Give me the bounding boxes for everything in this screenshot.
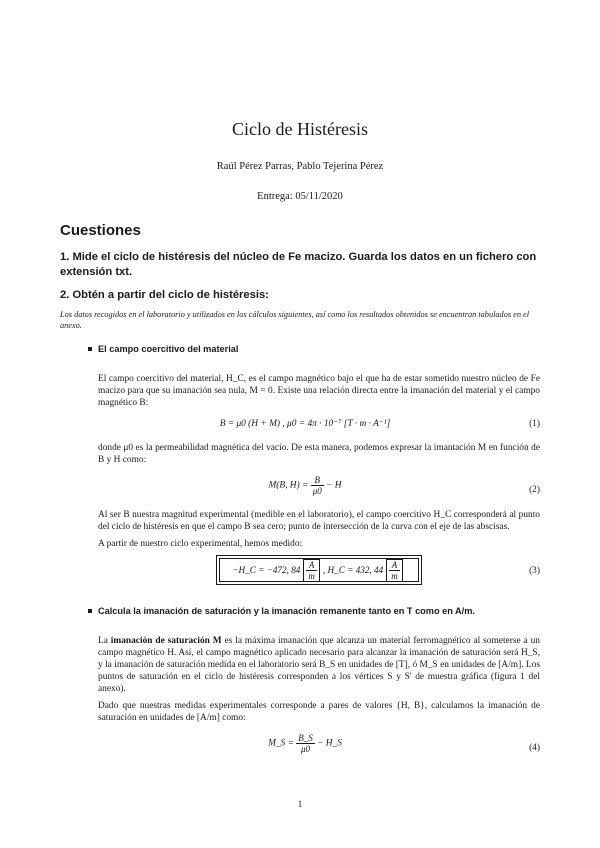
equation-4-body (98, 733, 512, 754)
equation-4 (60, 729, 540, 761)
eq3-unit-b-bottom: m (391, 570, 398, 581)
eq3-unit-b-top: A (389, 560, 400, 571)
equation-3-number: (3) (529, 566, 540, 576)
equation-2-body (98, 475, 512, 496)
eq3-part-a: −H_C = −472, 84 (232, 565, 301, 575)
equation-1-number: (1) (529, 419, 540, 429)
paragraph-measured: A partir de nuestro ciclo experimental, hemos medido: (98, 539, 303, 549)
equation-3-box (216, 555, 422, 585)
equation-2-number: (2) (529, 485, 540, 495)
p5-pre: La (98, 636, 111, 646)
equation-1-body: B = μ0 (H + M) , μ0 = 4π · 10⁻⁷ [T · m · A⁻¹] (219, 419, 391, 429)
equation-1 (60, 414, 540, 436)
bullet-saturation (60, 605, 540, 617)
doc-date: Entrega: 05/11/2020 (257, 191, 343, 202)
data-note: Los datos recogidos en el laboratorio y utilizados en los cálculos siguientes, así como los resultados obtenidos se encuentran tabulados en el anexo. (60, 310, 530, 330)
equation-4-number: (4) (529, 743, 540, 753)
page-content (60, 118, 540, 767)
bullet-square-icon (88, 609, 92, 613)
eq3-part-b: , H_C = 432, 44 (322, 565, 384, 575)
eq3-unit-a-top: A (306, 560, 317, 571)
paragraph-saturation-calc: Dado que nuestras medidas experimentales corresponde a pares de valores {H, B}, calculamos la imanación de saturación en unidades de [A/m] como: (98, 701, 540, 723)
page-number: 1 (297, 800, 303, 810)
doc-authors: Raúl Pérez Parras, Pablo Tejerina Pérez (216, 161, 384, 172)
p5-bold-term: imanación de saturación M (110, 636, 222, 646)
eq4-denominator: μ0 (301, 744, 311, 754)
eq3-unit-b-frac (389, 560, 400, 581)
equation-3 (60, 555, 540, 591)
paragraph-coercive-definition: El campo coercitivo del material, H_C, es el campo magnético bajo el que ha de estar sometido nuestro núcleo de Fe macizo para que su imanación sea nula, M = 0. Existe una relación directa entre la imanación del material y el campo magnético B: (98, 374, 540, 408)
eq3-unit-a (303, 559, 320, 582)
section-heading: Cuestiones (60, 222, 141, 239)
bullet-square-icon (88, 347, 92, 351)
eq2-fraction (311, 475, 324, 496)
eq2-lhs: M(B, H) = (268, 480, 309, 491)
bullet-coercive-field (60, 343, 540, 355)
eq2-numerator: B (311, 475, 324, 486)
eq4-fraction (296, 733, 315, 754)
eq3-unit-a-frac (306, 560, 317, 581)
eq4-numerator: B_S (298, 733, 313, 743)
paragraph-saturation-definition (60, 635, 540, 695)
eq2-denominator: μ0 (312, 486, 322, 496)
p5-post: es la máxima imanación que alcanza un material ferromagnético al someterse a un campo magnético H. Así, el campo magnético aplicado necesario para alcanzar la imanación de saturación será H_S, y la imanación de saturación medida en el laboratorio será B_S en unidades de [T], ó M_S en unidades de [A/m]. Los puntos de saturación en el ciclo de histéresis corresponden a los vértices S y S' de muestra gráfica (figura 1 del anexo). (98, 636, 540, 694)
eq4-lhs: M_S = (268, 738, 294, 749)
eq4-rhs: − H_S (317, 738, 342, 749)
paragraph-permeability: donde μ0 es la permeabilidad magnética del vacío. De esta manera, podemos expresar la imantación M en función de B y H como: (98, 443, 540, 465)
question-2: 2. Obtén a partir del ciclo de histéresis: (60, 289, 269, 301)
paragraph-experimental: Al ser B nuestra magnitud experimental (medible en el laboratorio), el campo coercitivo H_C corresponderá al punto del ciclo de histéresis en que el campo B sea cero; punto de intersección de la curva con el eje de las abscisas. (98, 510, 540, 532)
bullet-text: Calcula la imanación de saturación y la imanación remanente tanto en T como en A/m. (98, 606, 475, 616)
question-1: 1. Mide el ciclo de histéresis del núcleo de Fe macizo. Guarda los datos en un fichero con extensión txt. (60, 251, 537, 278)
doc-title: Ciclo de Histéresis (232, 119, 368, 139)
eq2-rhs: − H (326, 480, 342, 491)
eq3-unit-a-bottom: m (308, 570, 315, 581)
eq3-unit-b (386, 559, 403, 582)
bullet-text: El campo coercitivo del material (98, 344, 239, 354)
equation-2 (60, 471, 540, 503)
